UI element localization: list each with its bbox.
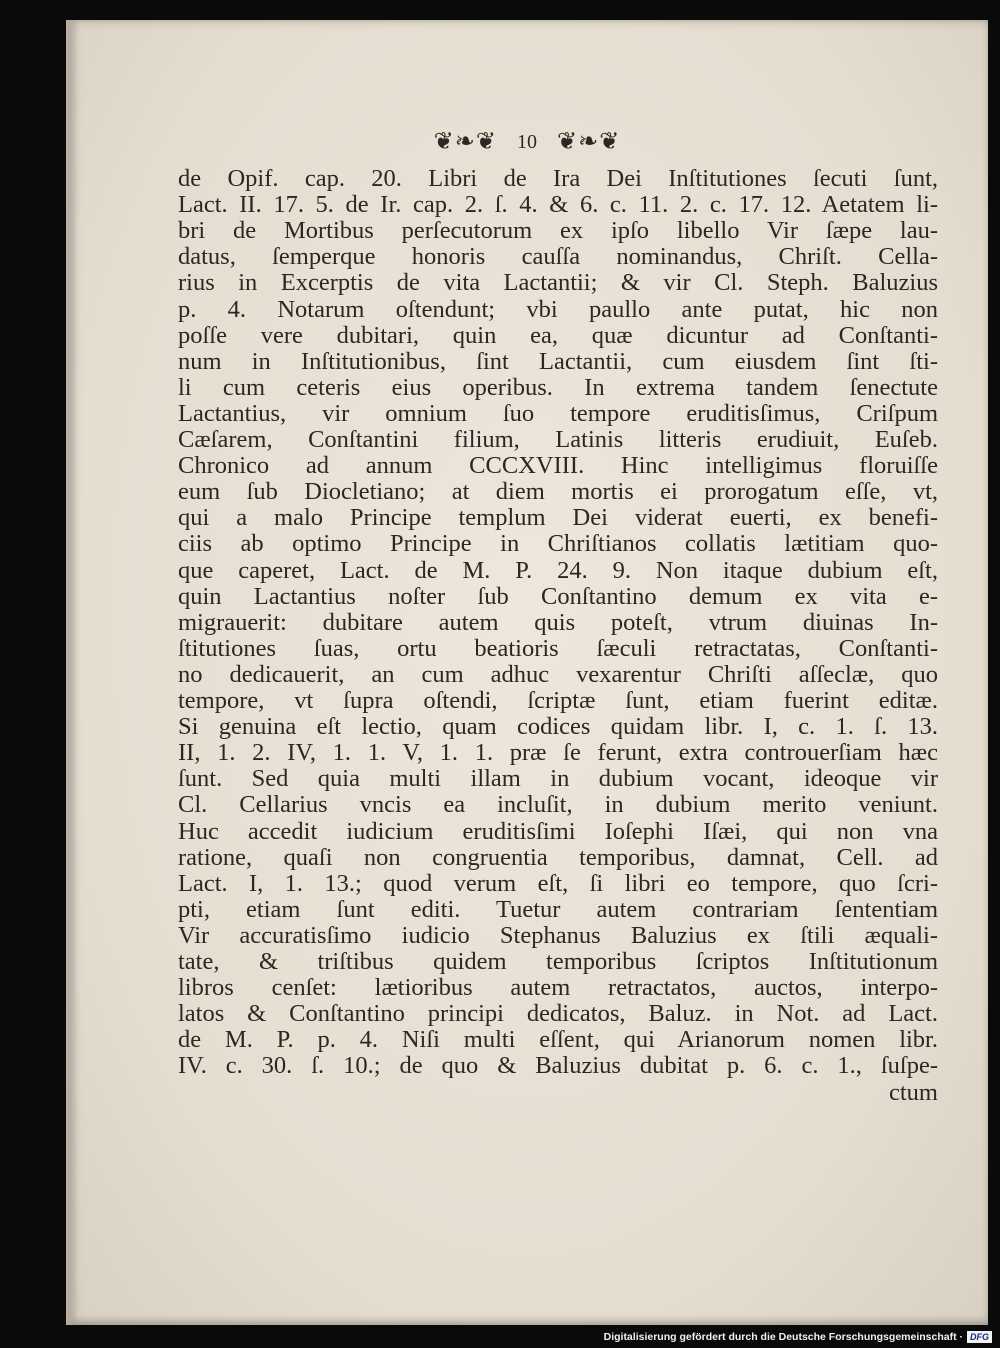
text-line: Cl. Cellarius vncis ea incluſit, in dubium merito veniunt. — [178, 791, 938, 819]
text-line: II, 1. 2. IV, 1. 1. V, 1. 1. præ ſe ferunt, extra controuerſiam hæc — [178, 739, 938, 767]
text-line: tempore, vt ſupra oſtendi, ſcriptæ ſunt, etiam fuerint editæ. — [178, 687, 938, 714]
text-line: libros cenſet: lætioribus autem retractatos, auctos, interpo- — [178, 974, 938, 1002]
text-line: Chronico ad annum CCCXVIII. Hinc intelligimus floruiſſe — [178, 452, 938, 480]
text-line: Huc accedit iudicium eruditisſimi Ioſephi Iſæi, qui non vna — [178, 817, 938, 845]
text-line: Lactantius, vir omnium ſuo tempore eruditisſimus, Criſpum — [178, 399, 938, 427]
page-number: 10 — [517, 130, 537, 153]
text-line: ſtitutiones ſuas, ortu beatioris ſæculi retractatas, Conſtanti- — [178, 634, 938, 662]
text-line: p. 4. Notarum oſtendunt; vbi paullo ante putat, hic non — [178, 295, 938, 323]
text-line: Vir accuratisſimo iudicio Stephanus Baluzius ex ſtili æquali- — [178, 921, 938, 949]
funding-footer — [604, 1330, 992, 1344]
text-line: tate, & triſtibus quidem temporibus ſcriptos Inſtitutionum — [178, 948, 938, 975]
text-line: datus, ſemperque honoris cauſſa nominandus, Chriſt. Cella- — [178, 243, 938, 271]
text-line: ciis ab optimo Principe in Chriſtianos collatis lætitiam quo- — [178, 530, 938, 558]
text-line: latos & Conſtantino principi dedicatos, Baluz. in Not. ad Lact. — [178, 1000, 938, 1028]
text-line: ratione, quaſi non congruentia temporibus, damnat, Cell. ad — [178, 843, 938, 871]
footer-credit-text: Digitalisierung gefördert durch die Deutsche Forschungsgemeinschaft · — [603, 1331, 963, 1343]
dfg-logo: DFG — [967, 1331, 992, 1343]
text-line: quin Lactantius noſter ſub Conſtantino demum ex vita e- — [178, 582, 938, 610]
text-line: rius in Excerptis de vita Lactantii; & vir Cl. Steph. Baluzius — [178, 269, 938, 297]
text-line: eum ſub Diocletiano; at diem mortis ei prorogatum eſſe, vt, — [178, 478, 938, 506]
right-ornament: ❦❧❦ — [557, 129, 621, 155]
text-line: migrauerit: dubitare autem quis poteſt, vtrum diuinas In- — [178, 608, 938, 636]
text-line: ctum — [889, 1078, 938, 1106]
left-ornament: ❦❧❦ — [433, 129, 497, 155]
text-line: de Opif. cap. 20. Libri de Ira Dei Inſtitutiones ſecuti ſunt, — [178, 165, 938, 192]
text-line: no dedicauerit, an cum adhuc vexarentur Chriſti aſſeclæ, quo — [178, 660, 938, 688]
text-line: pti, etiam ſunt editi. Tuetur autem contrariam ſententiam — [178, 895, 938, 923]
page-gutter-shadow — [66, 20, 78, 1325]
text-line: qui a malo Principe templum Dei viderat euerti, ex benefi- — [178, 504, 938, 532]
text-line: Lact. II. 17. 5. de Ir. cap. 2. ſ. 4. & 6. c. 11. 2. c. 17. 12. Aetatem li- — [178, 191, 938, 219]
text-line: Cæſarem, Conſtantini filium, Latinis litteris erudiuit, Euſeb. — [178, 426, 938, 453]
text-line: Si genuina eſt lectio, quam codices quidam libr. I, c. 1. ſ. 13. — [178, 713, 938, 741]
text-line: bri de Mortibus perſecutorum ex ipſo libello Vir ſæpe lau- — [178, 217, 938, 245]
text-line: IV. c. 30. ſ. 10.; de quo & Baluzius dubitat p. 6. c. 1., ſuſpe- — [178, 1052, 938, 1080]
text-line: li cum ceteris eius operibus. In extrema tandem ſenectute — [178, 373, 938, 401]
page-header — [66, 130, 988, 154]
text-line: Lact. I, 1. 13.; quod verum eſt, ſi libri eo tempore, quo ſcri- — [178, 869, 938, 897]
text-line: ſunt. Sed quia multi illam in dubium vocant, ideoque vir — [178, 765, 938, 793]
text-line: poſſe vere dubitari, quin ea, quæ dicuntur ad Conſtanti- — [178, 321, 938, 349]
text-line: que caperet, Lact. de M. P. 24. 9. Non itaque dubium eſt, — [178, 556, 938, 584]
text-line: de M. P. p. 4. Niſi multi eſſent, qui Arianorum nomen libr. — [178, 1026, 938, 1054]
text-line: num in Inſtitutionibus, ſint Lactantii, cum eiusdem ſint ſti- — [178, 347, 938, 375]
